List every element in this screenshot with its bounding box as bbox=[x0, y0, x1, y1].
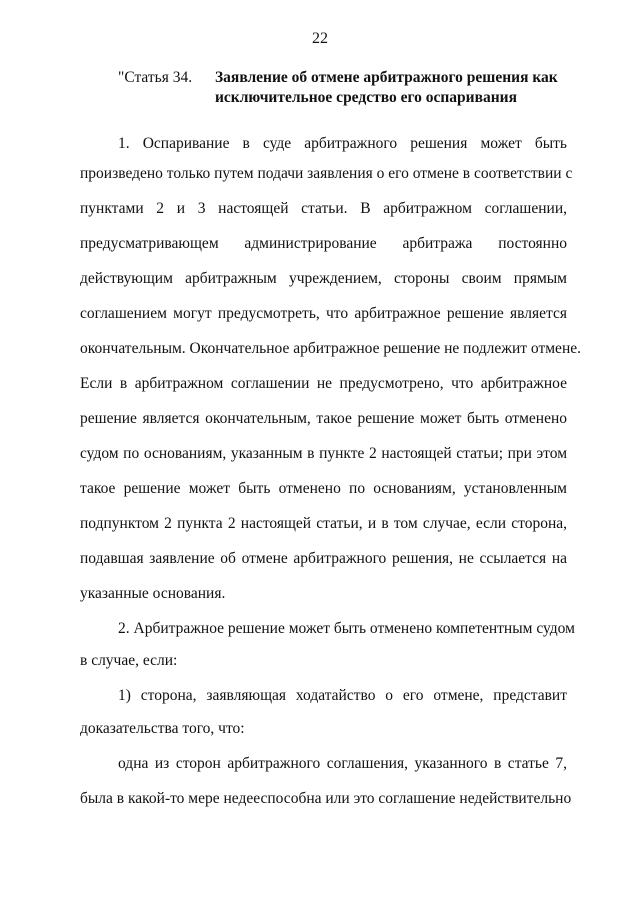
paragraph-1-line: указанные основания. bbox=[80, 585, 226, 602]
paragraph-2-line: в случае, если: bbox=[80, 652, 178, 669]
article-number: "Статья 34. bbox=[118, 69, 193, 86]
paragraph-1-line: 1. Оспаривание в суде арбитражного решения может быть bbox=[118, 135, 567, 152]
paragraph-2-line: 2. Арбитражное решение может быть отменено компетентным судом bbox=[118, 620, 575, 637]
paragraph-1-line: подавшая заявление об отмене арбитражного решения, не ссылается на bbox=[80, 550, 567, 567]
paragraph-3-line: доказательства того, что: bbox=[80, 720, 245, 737]
paragraph-1-line: действующим арбитражным учреждением, стороны своим прямым bbox=[80, 270, 567, 287]
paragraph-1-line: пунктами 2 и 3 настоящей статьи. В арбитражном соглашении, bbox=[80, 200, 567, 217]
paragraph-4-line: была в какой-то мере недееспособна или это соглашение недействительно bbox=[80, 790, 572, 807]
paragraph-1-line: судом по основаниям, указанным в пункте 2 настоящей статьи; при этом bbox=[80, 445, 567, 462]
paragraph-1-line: решение является окончательным, такое решение может быть отменено bbox=[80, 410, 567, 427]
paragraph-3-line: 1) сторона, заявляющая ходатайство о его отмене, представит bbox=[118, 687, 567, 704]
article-title-line: исключительное средство его оспаривания bbox=[215, 89, 517, 106]
paragraph-1-line: предусматривающем администрирование арбитража постоянно bbox=[80, 235, 567, 252]
paragraph-1-line: Если в арбитражном соглашении не предусмотрено, что арбитражное bbox=[80, 375, 567, 392]
article-title-line: Заявление об отмене арбитражного решения как bbox=[215, 69, 558, 86]
paragraph-1-line: окончательным. Окончательное арбитражное решение не подлежит отмене. bbox=[80, 340, 581, 357]
paragraph-1-line: соглашением могут предусмотреть, что арбитражное решение является bbox=[80, 305, 567, 322]
article-title bbox=[215, 68, 575, 108]
paragraph-4-line: одна из сторон арбитражного соглашения, указанного в статье 7, bbox=[118, 755, 567, 772]
page-number: 22 bbox=[312, 30, 328, 47]
paragraph-1-line: подпунктом 2 пункта 2 настоящей статьи, и в том случае, если сторона, bbox=[80, 515, 567, 532]
paragraph-1-line: произведено только путем подачи заявления о его отмене в соответствии с bbox=[80, 165, 573, 182]
paragraph-1-line: такое решение может быть отменено по основаниям, установленным bbox=[80, 480, 567, 497]
